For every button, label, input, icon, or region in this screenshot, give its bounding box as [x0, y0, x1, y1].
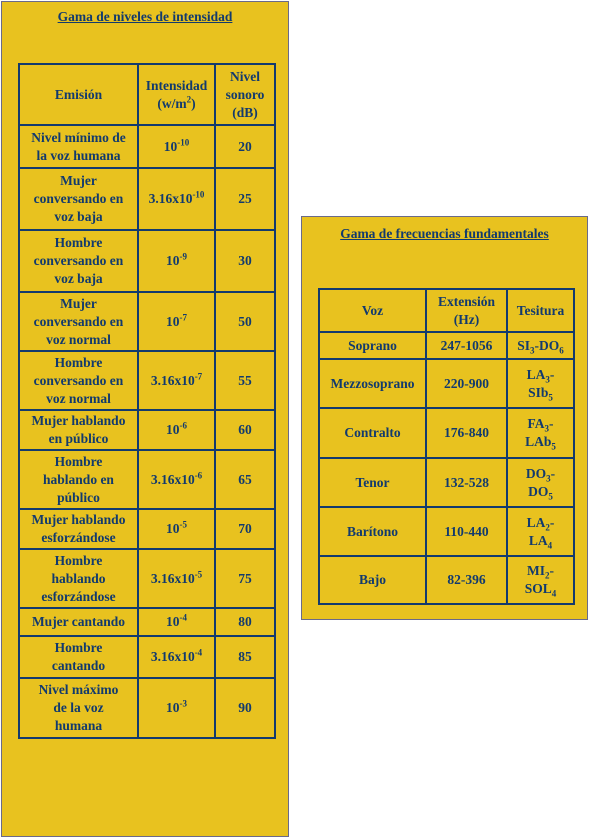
frequency-row — [319, 458, 574, 507]
emission-text: voz baja — [54, 271, 103, 286]
intensity-exponent: -7 — [194, 371, 203, 381]
intensity-cell — [138, 168, 215, 230]
frequency-title: Gama de frecuencias fundamentales — [340, 226, 549, 241]
emission-text: Mujer hablando — [31, 512, 126, 527]
tessitura-subscript: 3 — [530, 345, 535, 356]
intensity-row — [19, 636, 275, 678]
intensity-title: Gama de niveles de intensidad — [57, 9, 233, 24]
intensity-base: 10 — [166, 700, 180, 715]
emission-text: esforzándose — [41, 588, 116, 604]
header-intensity-unit-close: ) — [191, 95, 196, 111]
intensity-base: 10 — [166, 313, 180, 329]
header-intensity-unit: (w/m — [157, 95, 187, 111]
intensity-exponent: -3 — [179, 698, 187, 709]
frequency-table — [318, 288, 575, 605]
emission-text: conversando en — [33, 253, 124, 268]
intensity-exponent: -10 — [177, 137, 190, 147]
range-cell: 220-900 — [426, 359, 507, 408]
intensity-cell — [138, 509, 215, 549]
tessitura-text: - — [550, 465, 556, 481]
intensity-row — [19, 549, 275, 608]
intensity-exponent: -6 — [194, 470, 203, 480]
tessitura-text: - — [549, 416, 554, 431]
emission-cell — [19, 230, 138, 292]
emission-cell — [19, 125, 138, 168]
db-cell: 60 — [215, 410, 275, 450]
emission-text: Mujer cantando — [31, 614, 126, 629]
tessitura-subscript: 3 — [545, 374, 550, 385]
intensity-exponent: -6 — [179, 420, 187, 431]
db-cell: 50 — [215, 292, 275, 351]
intensity-base: 3.16x10 — [150, 649, 195, 664]
header-level — [215, 64, 275, 125]
tessitura-cell — [507, 359, 574, 408]
header-emission: Emisión — [19, 64, 138, 125]
voice-cell: Mezzosoprano — [319, 359, 426, 408]
tessitura-text: SOL — [524, 581, 552, 596]
voice-cell: Bajo — [319, 556, 426, 604]
range-cell: 247-1056 — [426, 332, 507, 359]
tessitura-text: LA — [528, 532, 548, 548]
db-cell: 55 — [215, 351, 275, 410]
emission-cell — [19, 168, 138, 230]
emission-text: conversando en — [33, 313, 124, 329]
intensity-header-row — [19, 64, 275, 125]
intensity-row — [19, 230, 275, 292]
intensity-row — [19, 509, 275, 549]
tessitura-text: SIb — [528, 384, 549, 400]
emission-text: la voz humana — [36, 147, 121, 163]
range-cell: 110-440 — [426, 507, 507, 556]
tessitura-cell — [507, 458, 574, 507]
intensity-base: 3.16x10 — [150, 471, 195, 487]
frequency-row — [319, 507, 574, 556]
tessitura-text: MI — [527, 563, 545, 578]
intensity-panel — [1, 1, 289, 837]
emission-text: voz normal — [46, 331, 111, 347]
intensity-row — [19, 125, 275, 168]
emission-cell — [19, 509, 138, 549]
intensity-row — [19, 678, 275, 738]
voice-cell: Contralto — [319, 408, 426, 458]
tessitura-subscript: 2 — [545, 570, 550, 581]
header-level-line1: Nivel — [230, 68, 260, 84]
emission-text: de la voz — [53, 700, 104, 715]
frequency-row — [319, 556, 574, 604]
emission-text: conversando en — [33, 372, 124, 388]
emission-cell — [19, 549, 138, 608]
tessitura-subscript: 3 — [546, 473, 551, 484]
tessitura-text: - — [549, 563, 554, 578]
frequency-panel — [301, 216, 588, 620]
emission-text: voz normal — [46, 390, 111, 406]
frequency-row — [319, 408, 574, 458]
intensity-cell — [138, 549, 215, 608]
voice-cell: Soprano — [319, 332, 426, 359]
header-extension — [426, 289, 507, 332]
emission-cell — [19, 292, 138, 351]
intensity-base: 10 — [166, 614, 180, 629]
intensity-exponent: -10 — [192, 189, 205, 200]
header-intensity-label: Intensidad — [145, 77, 208, 93]
emission-text: Hombre — [54, 354, 103, 370]
db-cell: 30 — [215, 230, 275, 292]
intensity-cell — [138, 230, 215, 292]
intensity-cell — [138, 410, 215, 450]
tessitura-subscript: 4 — [547, 540, 553, 551]
intensity-cell — [138, 608, 215, 636]
db-cell: 25 — [215, 168, 275, 230]
db-cell: 65 — [215, 450, 275, 509]
tessitura-subscript: 2 — [545, 522, 550, 533]
header-extension-line1: Extensión — [437, 293, 495, 309]
range-cell: 132-528 — [426, 458, 507, 507]
intensity-base: 3.16x10 — [148, 191, 193, 206]
intensity-cell — [138, 125, 215, 168]
tessitura-cell — [507, 332, 574, 359]
intensity-row — [19, 351, 275, 410]
intensity-exponent: -5 — [194, 569, 203, 579]
intensity-row — [19, 450, 275, 509]
emission-cell — [19, 410, 138, 450]
tessitura-text: DO — [525, 465, 547, 481]
intensity-cell — [138, 636, 215, 678]
emission-text: hablando en — [43, 471, 114, 487]
tessitura-subscript: 5 — [548, 491, 553, 502]
intensity-exponent: -4 — [179, 612, 187, 623]
header-tessitura: Tesitura — [507, 289, 574, 332]
intensity-cell — [138, 678, 215, 738]
tessitura-text: LA — [526, 514, 546, 530]
tessitura-subscript: 5 — [548, 392, 553, 403]
intensity-row — [19, 608, 275, 636]
emission-text: hablando — [51, 570, 106, 586]
emission-text: Mujer — [60, 295, 97, 311]
tessitura-text: -DO — [534, 337, 560, 353]
frequency-row — [319, 359, 574, 408]
emission-cell — [19, 636, 138, 678]
intensity-exponent: -4 — [194, 647, 203, 658]
emission-text: Hombre — [54, 640, 103, 655]
emission-text: Nivel mínimo de — [31, 129, 126, 145]
emission-cell — [19, 608, 138, 636]
emission-cell — [19, 450, 138, 509]
tessitura-text: SI — [517, 337, 530, 353]
emission-text: público — [57, 489, 100, 505]
frequency-row — [319, 332, 574, 359]
emission-text: conversando en — [33, 191, 124, 206]
db-cell: 75 — [215, 549, 275, 608]
header-intensity-unit-exp: 2 — [186, 94, 192, 104]
tessitura-cell — [507, 556, 574, 604]
intensity-base: 10 — [166, 422, 180, 437]
tessitura-subscript: 6 — [559, 345, 564, 356]
header-voice: Voz — [319, 289, 426, 332]
tessitura-text: LA — [526, 366, 546, 382]
db-cell: 85 — [215, 636, 275, 678]
tessitura-cell — [507, 507, 574, 556]
intensity-cell — [138, 292, 215, 351]
tessitura-cell — [507, 408, 574, 458]
emission-text: Hombre — [54, 235, 103, 250]
header-intensity — [138, 64, 215, 125]
emission-text: Hombre — [54, 453, 103, 469]
intensity-base: 10 — [166, 521, 180, 536]
intensity-cell — [138, 351, 215, 410]
intensity-row — [19, 410, 275, 450]
tessitura-subscript: 4 — [551, 588, 557, 599]
emission-text: Hombre — [54, 552, 103, 568]
intensity-row — [19, 292, 275, 351]
db-cell: 70 — [215, 509, 275, 549]
intensity-base: 10 — [166, 253, 180, 268]
tessitura-text: - — [549, 366, 555, 382]
voice-cell: Tenor — [319, 458, 426, 507]
emission-text: Nivel máximo — [38, 682, 119, 697]
intensity-exponent: -7 — [179, 312, 187, 322]
emission-cell — [19, 678, 138, 738]
intensity-base: 3.16x10 — [150, 570, 195, 586]
tessitura-text: LAb — [525, 434, 552, 449]
emission-text: voz baja — [54, 209, 103, 224]
tessitura-subscript: 5 — [551, 441, 556, 452]
db-cell: 20 — [215, 125, 275, 168]
emission-text: esforzándose — [41, 530, 116, 545]
intensity-row — [19, 168, 275, 230]
tessitura-subscript: 3 — [544, 423, 549, 434]
header-level-line2: sonoro — [225, 86, 265, 102]
intensity-table — [18, 63, 276, 739]
emission-text: humana — [54, 718, 103, 733]
db-cell: 80 — [215, 608, 275, 636]
tessitura-text: - — [549, 514, 555, 530]
emission-cell — [19, 351, 138, 410]
header-level-line3: (dB) — [232, 104, 258, 120]
emission-text: Mujer hablando — [31, 413, 126, 428]
range-cell: 82-396 — [426, 556, 507, 604]
intensity-cell — [138, 450, 215, 509]
voice-cell: Barítono — [319, 507, 426, 556]
intensity-exponent: -9 — [179, 251, 187, 262]
intensity-base: 3.16x10 — [150, 372, 195, 388]
emission-text: Mujer — [60, 173, 97, 188]
frequency-header-row — [319, 289, 574, 332]
header-extension-line2: (Hz) — [453, 311, 480, 327]
intensity-exponent: -5 — [179, 519, 187, 530]
intensity-base: 10 — [163, 138, 178, 154]
db-cell: 90 — [215, 678, 275, 738]
tessitura-text: FA — [527, 416, 545, 431]
tessitura-text: DO — [528, 483, 549, 499]
emission-text: cantando — [51, 658, 106, 673]
range-cell: 176-840 — [426, 408, 507, 458]
emission-text: en público — [48, 431, 109, 446]
